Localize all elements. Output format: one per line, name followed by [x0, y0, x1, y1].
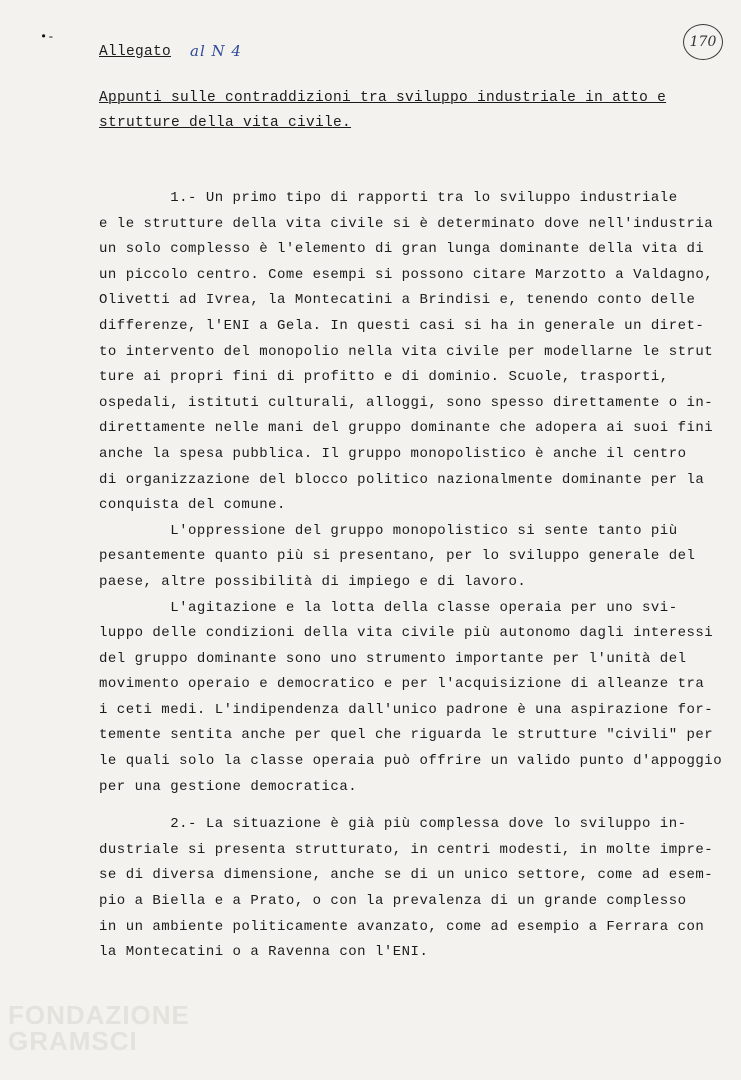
text-line: L'agitazione e la lotta della classe operaia per uno svi- [99, 599, 678, 616]
title-line: strutture della vita civile. [99, 114, 352, 131]
document-body [99, 186, 723, 966]
text-line: in un ambiente politicamente avanzato, come ad esempio a Ferrara con [99, 918, 705, 935]
title-line: Appunti sulle contraddizioni tra sviluppo industriale in atto e [99, 90, 667, 106]
text-line: del gruppo dominante sono uno strumento importante per l'unità del [99, 650, 687, 667]
text-line: 1.- Un primo tipo di rapporti tra lo sviluppo industriale [99, 190, 678, 206]
text-line: Olivetti ad Ivrea, la Montecatini a Brindisi e, tenendo conto delle [99, 292, 696, 309]
watermark-line: FONDAZIONE [8, 1000, 190, 1030]
text-line: un piccolo centro. Come esempi si possono citare Marzotto a Valdagno, [99, 266, 714, 283]
paragraph-gap [99, 800, 713, 812]
text-line: i ceti medi. L'indipendenza dall'unico padrone è una aspirazione for- [99, 701, 714, 718]
text-line: la Montecatini o a Ravenna con l'ENI. [99, 944, 429, 961]
text-line: per una gestione democratica. [99, 778, 358, 795]
text-line: un solo complesso è l'elemento di gran lunga dominante della vita di [99, 241, 705, 258]
text-line: le quali solo la classe operaia può offrire un valido punto d'appoggio [99, 753, 723, 770]
watermark-line: GRAMSCI [8, 1026, 138, 1056]
page-number-stamp: 170 [683, 24, 723, 60]
paragraph-4 [99, 812, 713, 966]
text-line: differenze, l'ENI a Gela. In questi casi si ha in generale un diret- [99, 317, 705, 334]
allegato-label: Allegato [99, 44, 172, 60]
text-line: pesantemente quanto più si presentano, per lo sviluppo generale del [99, 548, 696, 565]
text-line: se di diversa dimensione, anche se di un unico settore, come ad esem- [99, 867, 714, 884]
corner-mark: •- [40, 30, 55, 44]
text-line: ospedali, istituti culturali, alloggi, sono spesso direttamente o in- [99, 394, 714, 411]
text-line: temente sentita anche per quel che riguarda le strutture "civili" per [99, 727, 714, 744]
text-line: to intervento del monopolio nella vita civile per modellarne le strut [99, 343, 714, 360]
text-line: pio a Biella e a Prato, o con la prevalenza di un grande complesso [99, 893, 687, 910]
text-line: direttamente nelle mani del gruppo dominante che adopera ai suoi fini [99, 420, 714, 437]
watermark [8, 1002, 190, 1054]
paragraph-1 [99, 186, 713, 519]
paragraph-3 [99, 596, 723, 801]
text-line: ture ai propri fini di profitto e di dominio. Scuole, trasporti, [99, 369, 669, 386]
text-line: conquista del comune. [99, 497, 286, 514]
text-line: e le strutture della vita civile si è determinato dove nell'industria [99, 215, 714, 232]
document-title [99, 86, 679, 135]
text-line: 2.- La situazione è già più complessa dove lo sviluppo in- [99, 816, 687, 833]
text-line: di organizzazione del blocco politico nazionalmente dominante per la [99, 471, 705, 488]
text-line: anche la spesa pubblica. Il gruppo monopolistico è anche il centro [99, 445, 687, 462]
text-line: movimento operaio e democratico e per l'acquisizione di alleanze tra [99, 676, 705, 693]
text-line: paese, altre possibilità di impiego e di lavoro. [99, 573, 527, 590]
text-line: L'oppressione del gruppo monopolistico si sente tanto più [99, 522, 678, 539]
paragraph-2 [99, 519, 713, 596]
text-line: dustriale si presenta strutturato, in centri modesti, in molte impre- [99, 841, 714, 858]
handwritten-note: al N 4 [190, 42, 242, 60]
text-line: luppo delle condizioni della vita civile più autonomo dagli interessi [99, 625, 714, 642]
